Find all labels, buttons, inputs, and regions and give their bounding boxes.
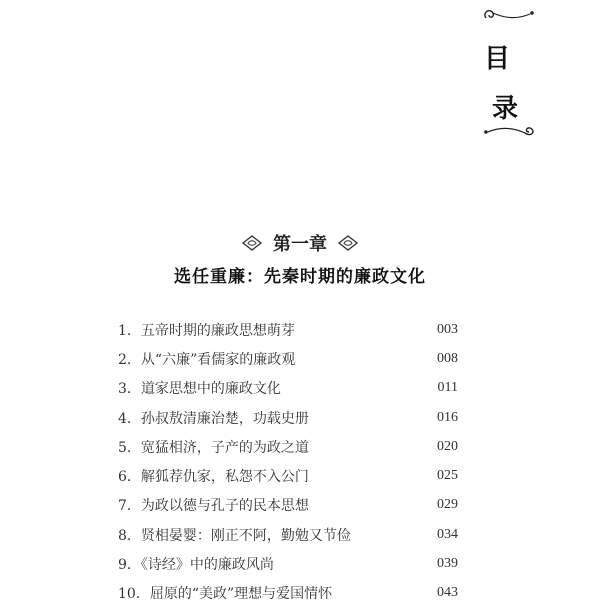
toc-entry[interactable] [118, 315, 458, 344]
toc-entry-label: 10．屈原的“美政”理想与爱国情怀 [118, 586, 333, 603]
toc-entry[interactable] [118, 344, 458, 373]
toc-entry-page: 043 [437, 585, 458, 601]
toc-heading-char-2: 录 [492, 94, 519, 124]
toc-entry-page: 025 [437, 468, 458, 484]
toc-entry-label: 6．解狐荐仇家，私怨不入公门 [118, 469, 309, 486]
toc-heading-char-1: 目 [484, 44, 511, 74]
toc-entry-label: 7．为政以德与孔子的民本思想 [118, 498, 309, 515]
chapter-title: 选任重廉：先秦时期的廉政文化 [174, 267, 426, 287]
toc-entry-label: 4．孙叔敖清廉治楚，功载史册 [118, 410, 309, 427]
toc-entry[interactable] [118, 403, 458, 432]
toc-entry-page: 039 [437, 556, 458, 572]
toc-entry-page: 029 [437, 497, 458, 513]
toc-entry-label: 9．《诗经》中的廉政风尚 [118, 557, 274, 574]
left-ornament-icon [241, 234, 263, 252]
toc-heading [470, 4, 540, 144]
top-flourish-ornament [480, 4, 540, 28]
bottom-flourish-ornament [480, 118, 540, 142]
toc-entry-page: 020 [437, 438, 458, 454]
toc-list [118, 315, 458, 608]
toc-entry-label: 2．从“六廉”看儒家的廉政观 [118, 351, 296, 368]
toc-entry-page: 003 [437, 321, 458, 337]
toc-entry-page: 008 [437, 350, 458, 366]
toc-entry-page: 034 [437, 526, 458, 542]
toc-entry[interactable] [118, 579, 458, 608]
toc-entry[interactable] [118, 520, 458, 549]
right-ornament-icon [337, 234, 359, 252]
toc-entry[interactable] [118, 491, 458, 520]
toc-entry[interactable] [118, 549, 458, 578]
toc-entry-page: 016 [437, 409, 458, 425]
toc-entry-label: 1．五帝时期的廉政思想萌芽 [118, 322, 295, 339]
chapter-heading [0, 230, 600, 256]
toc-entry[interactable] [118, 461, 458, 490]
toc-entry[interactable] [118, 432, 458, 461]
chapter-number: 第一章 [273, 234, 327, 255]
toc-entry[interactable] [118, 374, 458, 403]
toc-entry-page: 011 [437, 380, 458, 396]
toc-entry-label: 5．宽猛相济，子产的为政之道 [118, 439, 309, 456]
toc-entry-label: 3．道家思想中的廉政文化 [118, 381, 281, 398]
toc-entry-label: 8．贤相晏婴：刚正不阿，勤勉又节俭 [118, 527, 351, 544]
